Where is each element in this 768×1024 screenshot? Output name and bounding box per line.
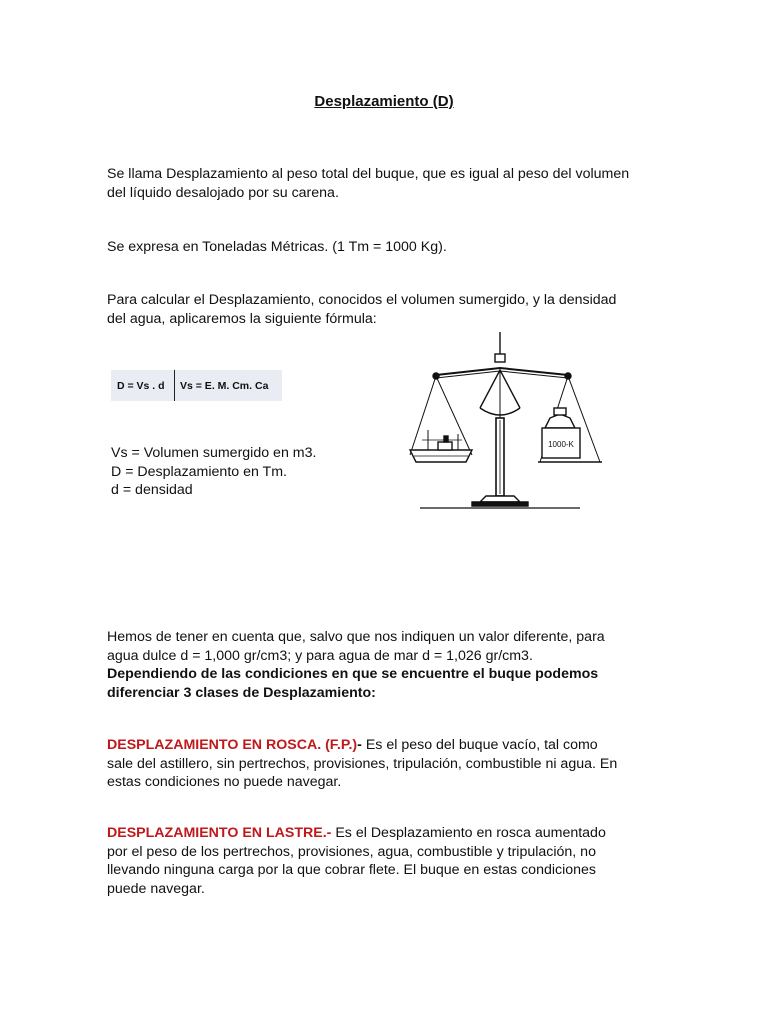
variable-definitions [111, 444, 316, 500]
density-paragraph [107, 628, 672, 702]
text-line: estas condiciones no puede navegar. [107, 774, 342, 790]
formula-volume: Vs = E. M. Cm. Ca [180, 379, 269, 392]
ship-funnel [444, 436, 448, 442]
definition-paragraph [107, 165, 672, 202]
units-paragraph: Se expresa en Toneladas Métricas. (1 Tm = 1000 Kg). [107, 239, 447, 255]
ship-bridge [438, 442, 452, 450]
balance-scale-illustration [400, 330, 625, 515]
left-pan-string [410, 376, 436, 455]
bold-line: diferenciar 3 clases de Desplazamiento: [107, 684, 376, 701]
text-line: Es el peso del buque vacío, tal como [361, 737, 598, 753]
text-line: puede navegar. [107, 880, 205, 897]
rosca-heading: DESPLAZAMIENTO EN ROSCA. (F.P.) [107, 737, 358, 753]
text-line: sale del astillero, sin pertrechos, provisiones, tripulación, combustible ni agua. En [107, 755, 618, 772]
scale-pivot [495, 354, 505, 362]
bold-line: Dependiendo de las condiciones en que se encuentre el buque podemos [107, 666, 599, 682]
page-title: Desplazamiento (D) [314, 93, 454, 110]
weight-label: 1000-K [548, 440, 574, 449]
text-line: Se llama Desplazamiento al peso total del buque, que es igual al peso del volumen [107, 166, 630, 182]
rosca-paragraph [107, 736, 672, 792]
formula-intro-paragraph [107, 291, 672, 328]
definition-d-lower: d = densidad [111, 482, 193, 498]
text-line: Es el Desplazamiento en rosca aumentado [331, 825, 606, 841]
text-line: del agua, aplicaremos la siguiente fórmula: [107, 310, 377, 327]
scale-base-top [480, 496, 520, 502]
definition-vs: Vs = Volumen sumergido en m3. [111, 445, 317, 461]
weight-neck [545, 414, 575, 428]
text-line: del líquido desalojado por su carena. [107, 184, 339, 201]
weight-cap [554, 408, 566, 415]
lastre-heading: DESPLAZAMIENTO EN LASTRE.- [107, 825, 332, 841]
formula-box [111, 370, 282, 401]
text-line: Hemos de tener en cuenta que, salvo que nos indiquen un valor diferente, para [107, 629, 605, 645]
text-line: agua dulce d = 1,000 gr/cm3; y para agua de mar d = 1,026 gr/cm3. [107, 647, 533, 664]
formula-displacement: D = Vs . d [117, 379, 165, 392]
text-line: Para calcular el Desplazamiento, conocidos el volumen sumergido, y la densidad [107, 292, 617, 308]
text-line: llevando ninguna carga por la que cobrar flete. El buque en estas condiciones [107, 862, 597, 878]
definition-d-upper: D = Desplazamiento en Tm. [111, 463, 287, 480]
lastre-paragraph [107, 824, 672, 898]
text-line: por el peso de los pertrechos, provisiones, agua, combustible y tripulación, no [107, 843, 596, 860]
scale-base [472, 502, 528, 506]
rosca-dash: - [357, 737, 362, 753]
